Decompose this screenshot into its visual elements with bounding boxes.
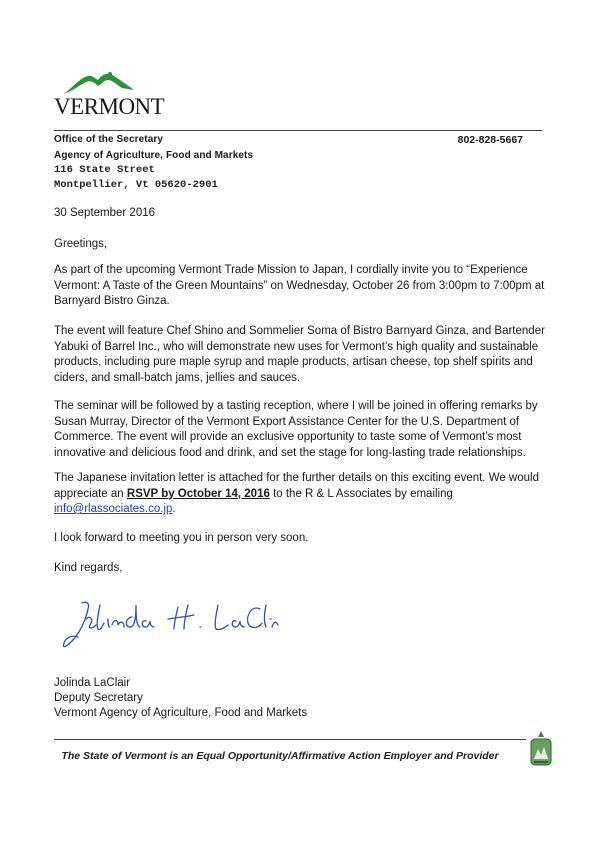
rsvp-deadline: RSVP by October 14, 2016 xyxy=(126,487,270,500)
letter-date: 30 September 2016 xyxy=(54,207,156,219)
paragraph-1: As part of the upcoming Vermont Trade Mission to Japan, I cordially invite you to “Experience Vermont: A Taste of the Green Mountains” on Wednesday, October 26 from 3:00pm to 7:00pm at Barnyard Bistro Ginza. xyxy=(54,264,545,307)
footer-rule xyxy=(54,739,526,740)
logo-text: VERMONT xyxy=(54,94,165,119)
signer-organization: Vermont Agency of Agriculture, Food and Markets xyxy=(54,707,308,719)
handwritten-signature xyxy=(60,595,280,665)
paragraph-5: I look forward to meeting you in person very soon. xyxy=(54,532,309,544)
phone-number: 802-828-5667 xyxy=(457,134,523,146)
header-rule xyxy=(54,130,542,131)
paragraph-4-end: . xyxy=(172,503,176,515)
office-title: Office of the Secretary xyxy=(54,134,164,145)
agency-name: Agency of Agriculture, Food and Markets xyxy=(54,150,254,161)
closing: Kind regards, xyxy=(54,562,123,574)
city-address: Montpellier, Vt 05620-2901 xyxy=(54,179,218,191)
vermont-logo xyxy=(54,68,165,120)
paragraph-4-text: The Japanese invitation letter is attached for the further details on this exciting event. We would appreciate an xyxy=(54,472,539,500)
paragraph-4-text-2: to the R & L Associates by emailing xyxy=(269,487,453,500)
street-address: 116 State Street xyxy=(54,164,155,176)
paragraph-2: The event will feature Chef Shino and Sommelier Soma of Bistro Barnyard Ginza, and Bartender Yabuki of Barrel Inc., who will demonstrate new uses for Vermont’s high quality and sustainable products, including pure maple syrup and maple products, artisan cheese, top shelf spirits and ciders, and small-batch jams, jellies and sauces. xyxy=(54,325,545,384)
vermont-seal-icon xyxy=(528,729,554,774)
signer-title: Deputy Secretary xyxy=(54,692,143,704)
greeting: Greetings, xyxy=(54,238,108,250)
footer-statement: The State of Vermont is an Equal Opportunity/Affirmative Action Employer and Provider xyxy=(61,750,499,762)
signer-name: Jolinda LaClair xyxy=(54,677,131,689)
paragraph-3: The seminar will be followed by a tasting reception, where I will be joined in offering remarks by Susan Murray, Director of the Vermont Export Assistance Center for the U.S. Department of Commerce. The event will provide an exclusive opportunity to taste some of Vermont’s most innovative and delicious food and drink, and set the stage for long-lasting trade relationships. xyxy=(54,400,538,459)
paragraph-4 xyxy=(54,471,554,518)
email-link[interactable]: info@rlassociates.co.jp xyxy=(54,503,173,515)
